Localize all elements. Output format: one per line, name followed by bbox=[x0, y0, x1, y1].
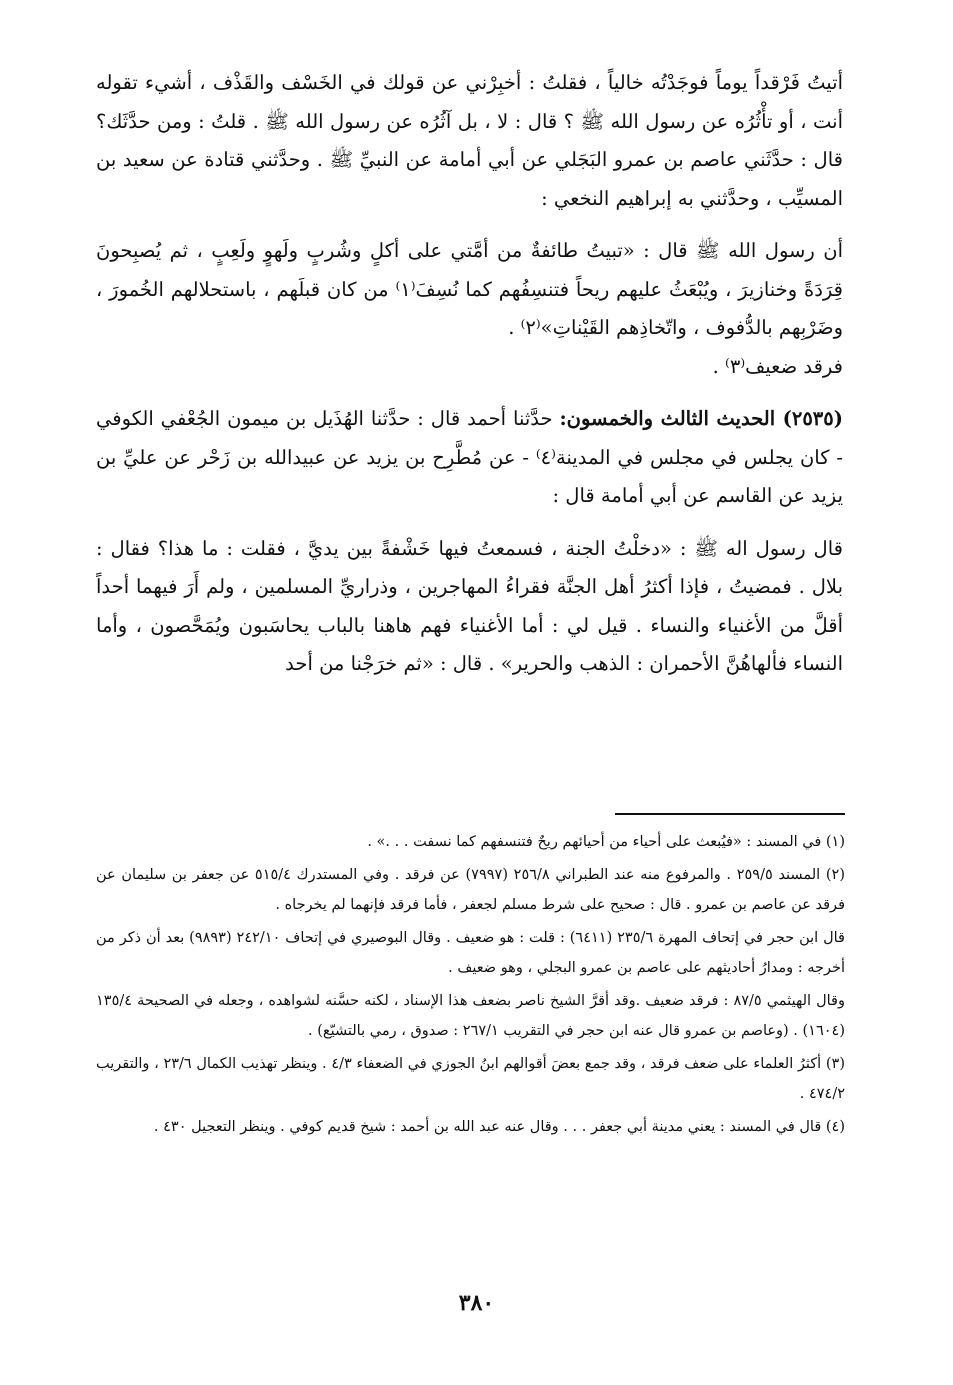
footnote-2-continued: وقال الهيثمي ٨٧/٥ : فرقد ضعيف .وقد أقرَّ الشيخ ناصر بضعف هذا الإسناد ، لكنه حسَّنه لشواهده ، وجعله في الصحيحة ١٣٥/٤ (١٦٠٤) . (وعاصم بن عمرو قال عنه ابن حجر في التقريب ٢٦٧/١ : صدوق ، رمي بالتشيّع) . bbox=[96, 993, 845, 1039]
footnote-2: (٢) المسند ٢٥٩/٥ . والمرفوع منه عند الطبراني ٢٥٦/٨ (٧٩٩٧) عن فرقد . وفي المستدرك ٥١٥/٤ عن جعفر بن سليمان عن فرقد عن عاصم بن عمرو . قال : صحيح على شرط مسلم لجعفر ، فأما فرقد فإنهما لم يخرجاه . bbox=[96, 867, 845, 913]
footnote-3: (٣) أكثرُ العلماء على ضعف فرقد ، وقد جمع بعضَ أقوالهم ابنُ الجوزي في الضعفاء ٤/٣ . وينظر تهذيب الكمال ٢٣/٦ ، والتقريب ٤٧٤/٢ . bbox=[96, 1056, 845, 1102]
hadith-heading: (٢٥٣٥) الحديث الثالث والخمسون: bbox=[559, 407, 843, 430]
main-text bbox=[96, 64, 843, 684]
footnote-divider bbox=[615, 813, 845, 815]
paragraph-4-text: حدَّثنا أحمد قال : حدَّثنا الهُذَيل بن ميمون الجُعْفي الكوفي - كان يجلس في مجلس في المدينة⁽٤⁾ - عن مُطَّرِح بن يزيد عن عبيدالله بن زَحْر عن عليِّ بن يزيد عن القاسم عن أبي أمامة قال : bbox=[96, 407, 843, 507]
footnotes bbox=[96, 827, 845, 1145]
paragraph-2: أن رسول الله ﷺ قال : «تبيتُ طائفةٌ من أمَّتي على أكلٍ وشُربٍ ولَهوٍ ولَعِبٍ ، ثم يُصبِحونَ قِرَدَةً وخنازيرَ ، ويُبْعَثُ عليهم ريحاً فتنسِفُهم كما نُسِفَ⁽١⁾ من كان قبلَهم ، باستحلالهم الخُمورَ ، وضَرْبِهم بالدُّفوف ، واتّخاذِهم القَيْناتِ»⁽٢⁾ . bbox=[96, 239, 843, 339]
paragraph-4 bbox=[96, 400, 843, 516]
footnote-1: (١) في المسند : «فيُبعث على أحياء من أحيائهم ريحٌ فتنسفهم كما نسفت . . .» . bbox=[367, 834, 845, 850]
footnote-2-continued: قال ابن حجر في إتحاف المهرة ٢٣٥/٦ (٦٤١١) : قلت : هو ضعيف . وقال البوصيري في إتحاف ٢٤٢/١٠ (٩٨٩٣) بعد أن ذكر من أخرجه : ومدارُ أحاديثهم على عاصم بن عمرو البجلي ، وهو ضعيف . bbox=[96, 930, 845, 976]
paragraph-1: أتيتُ فَرْقداً يوماً فوجَدْتُه خالياً ، فقلتُ : أخبِرْني عن قولك في الخَسْف والقَذْف ، أشيء تقوله أنت ، أو تأْثُرُه عن رسول الله ﷺ ؟ قال : لا ، بل آثُرُه عن رسول الله ﷺ . قلتُ : ومن حدَّثَك؟ قال : حدَّثَني عاصم بن عمرو البَجَلي عن أبي أمامة عن النبيِّ ﷺ . وحدَّثني قتادة عن سعيد بن المسيِّب ، وحدَّثني به إبراهيم النخعي : bbox=[96, 71, 843, 210]
paragraph-3: فرقد ضعيف⁽٣⁾ . bbox=[712, 354, 843, 378]
page-number: ٣٨٠ bbox=[458, 1290, 495, 1316]
footnote-4: (٤) قال في المسند : يعني مدينة أبي جعفر . . . وقال عنه عبد الله بن أحمد : شيخ قديم كوفي . وينظر التعجيل ٤٣٠ . bbox=[153, 1119, 845, 1135]
paragraph-5: قال رسول اله ﷺ : «دخلْتُ الجنة ، فسمعتُ فيها خَشْفةً بين يديَّ ، فقلت : ما هذا؟ فقال : بلال . فمضيتُ ، فإذا أكثرُ أهل الجنَّة فقراءُ المهاجرين ، وذراريِّ المسلمين ، ولم أَرَ فيهما أحداً أقلَّ من الأغنياء والنساء . قيل لي : أما الأغنياء فهم هاهنا بالباب يحاسَبون ويُمَحَّصون ، وأما النساء فألهاهُنَّ الأحمران : الذهب والحرير» . قال : «ثم خرَجْنا من أحد bbox=[96, 536, 843, 675]
